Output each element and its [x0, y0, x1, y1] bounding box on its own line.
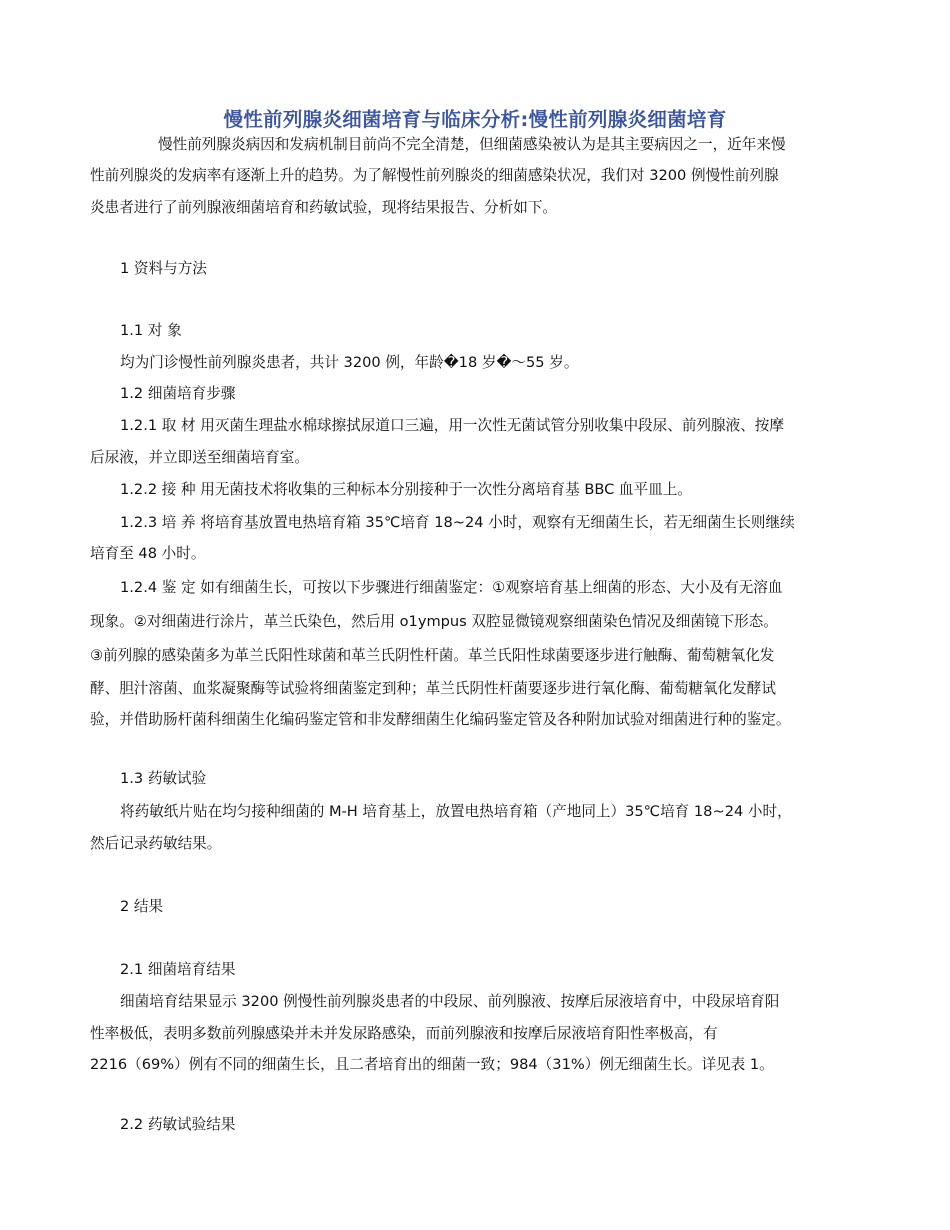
paragraph-line: 然后记录药敏结果。: [90, 835, 222, 852]
paragraph-line: 现象。②对细菌进行涂片，革兰氏染色，然后用 o1ympus 双腔显微镜观察细菌染色情况及细菌镜下形态。: [90, 613, 778, 630]
subsection-heading-2-2: 2.2 药敏试验结果: [120, 1116, 236, 1133]
paragraph-line: 将药敏纸片贴在均匀接种细菌的 M-H 培育基上，放置电热培育箱（产地同上）35℃培育 18~24 小时，: [120, 803, 792, 820]
paragraph-line: 1.2.2 接 种 用无菌技术将收集的三种标本分别接种于一次性分离培育基 BBC 血平皿上。: [120, 481, 692, 498]
paragraph-line: 验，并借助肠杆菌科细菌生化编码鉴定管和非发酵细菌生化编码鉴定管及各种附加试验对细菌进行种的鉴定。: [90, 711, 791, 728]
paragraph-line: 1.2.4 鉴 定 如有细菌生长，可按以下步骤进行细菌鉴定：①观察培育基上细菌的形态、大小及有无溶血: [120, 579, 783, 596]
paragraph-line: 酵、胆汁溶菌、血浆凝聚酶等试验将细菌鉴定到种；革兰氏阴性杆菌要逐步进行氧化酶、葡萄糖氧化发酵试: [90, 680, 776, 697]
paragraph-line: ③前列腺的感染菌多为革兰氏阳性球菌和革兰氏阴性杆菌。革兰氏阳性球菌要逐步进行触酶、葡萄糖氧化发: [90, 647, 775, 664]
intro-line-3: 炎患者进行了前列腺液细菌培育和药敏试验，现将结果报告、分析如下。: [90, 199, 558, 216]
intro-line-2: 性前列腺炎的发病率有逐渐上升的趋势。为了解慢性前列腺炎的细菌感染状况，我们对 3200 例慢性前列腺: [90, 167, 779, 184]
subsection-heading-1-3: 1.3 药敏试验: [120, 770, 207, 787]
paragraph-line: 1.2.3 培 养 将培育基放置电热培育箱 35℃培育 18~24 小时，观察有无细菌生长，若无细菌生长则继续: [120, 514, 795, 531]
intro-line-1: 慢性前列腺炎病因和发病机制目前尚不完全清楚，但细菌感染被认为是其主要病因之一，近年来慢: [158, 136, 786, 153]
subsection-heading-2-1: 2.1 细菌培育结果: [120, 961, 236, 978]
paragraph-line: 2216（69%）例有不同的细菌生长，且二者培育出的细菌一致；984（31%）例无细菌生长。详见表 1。: [90, 1056, 774, 1073]
subsection-heading-1-2: 1.2 细菌培育步骤: [120, 385, 236, 402]
section-heading-1: 1 资料与方法: [120, 260, 207, 277]
subsection-heading-1-1: 1.1 对 象: [120, 322, 182, 339]
paragraph-line: 细菌培育结果显示 3200 例慢性前列腺炎患者的中段尿、前列腺液、按摩后尿液培育中，中段尿培育阳: [120, 993, 780, 1010]
paragraph-line: 均为门诊慢性前列腺炎患者，共计 3200 例，年龄�18 岁�～55 岁。: [120, 354, 579, 371]
paragraph-line: 培育至 48 小时。: [90, 545, 206, 562]
paragraph-line: 性率极低，表明多数前列腺感染并未并发尿路感染，而前列腺液和按摩后尿液培育阳性率极高，有: [90, 1025, 718, 1042]
section-heading-2: 2 结果: [120, 898, 164, 915]
paragraph-line: 1.2.1 取 材 用灭菌生理盐水棉球擦拭尿道口三遍，用一次性无菌试管分别收集中段尿、前列腺液、按摩: [120, 417, 784, 434]
paragraph-line: 后尿液，并立即送至细菌培育室。: [90, 449, 309, 466]
page-title: 慢性前列腺炎细菌培育与临床分析:慢性前列腺炎细菌培育: [223, 108, 727, 131]
